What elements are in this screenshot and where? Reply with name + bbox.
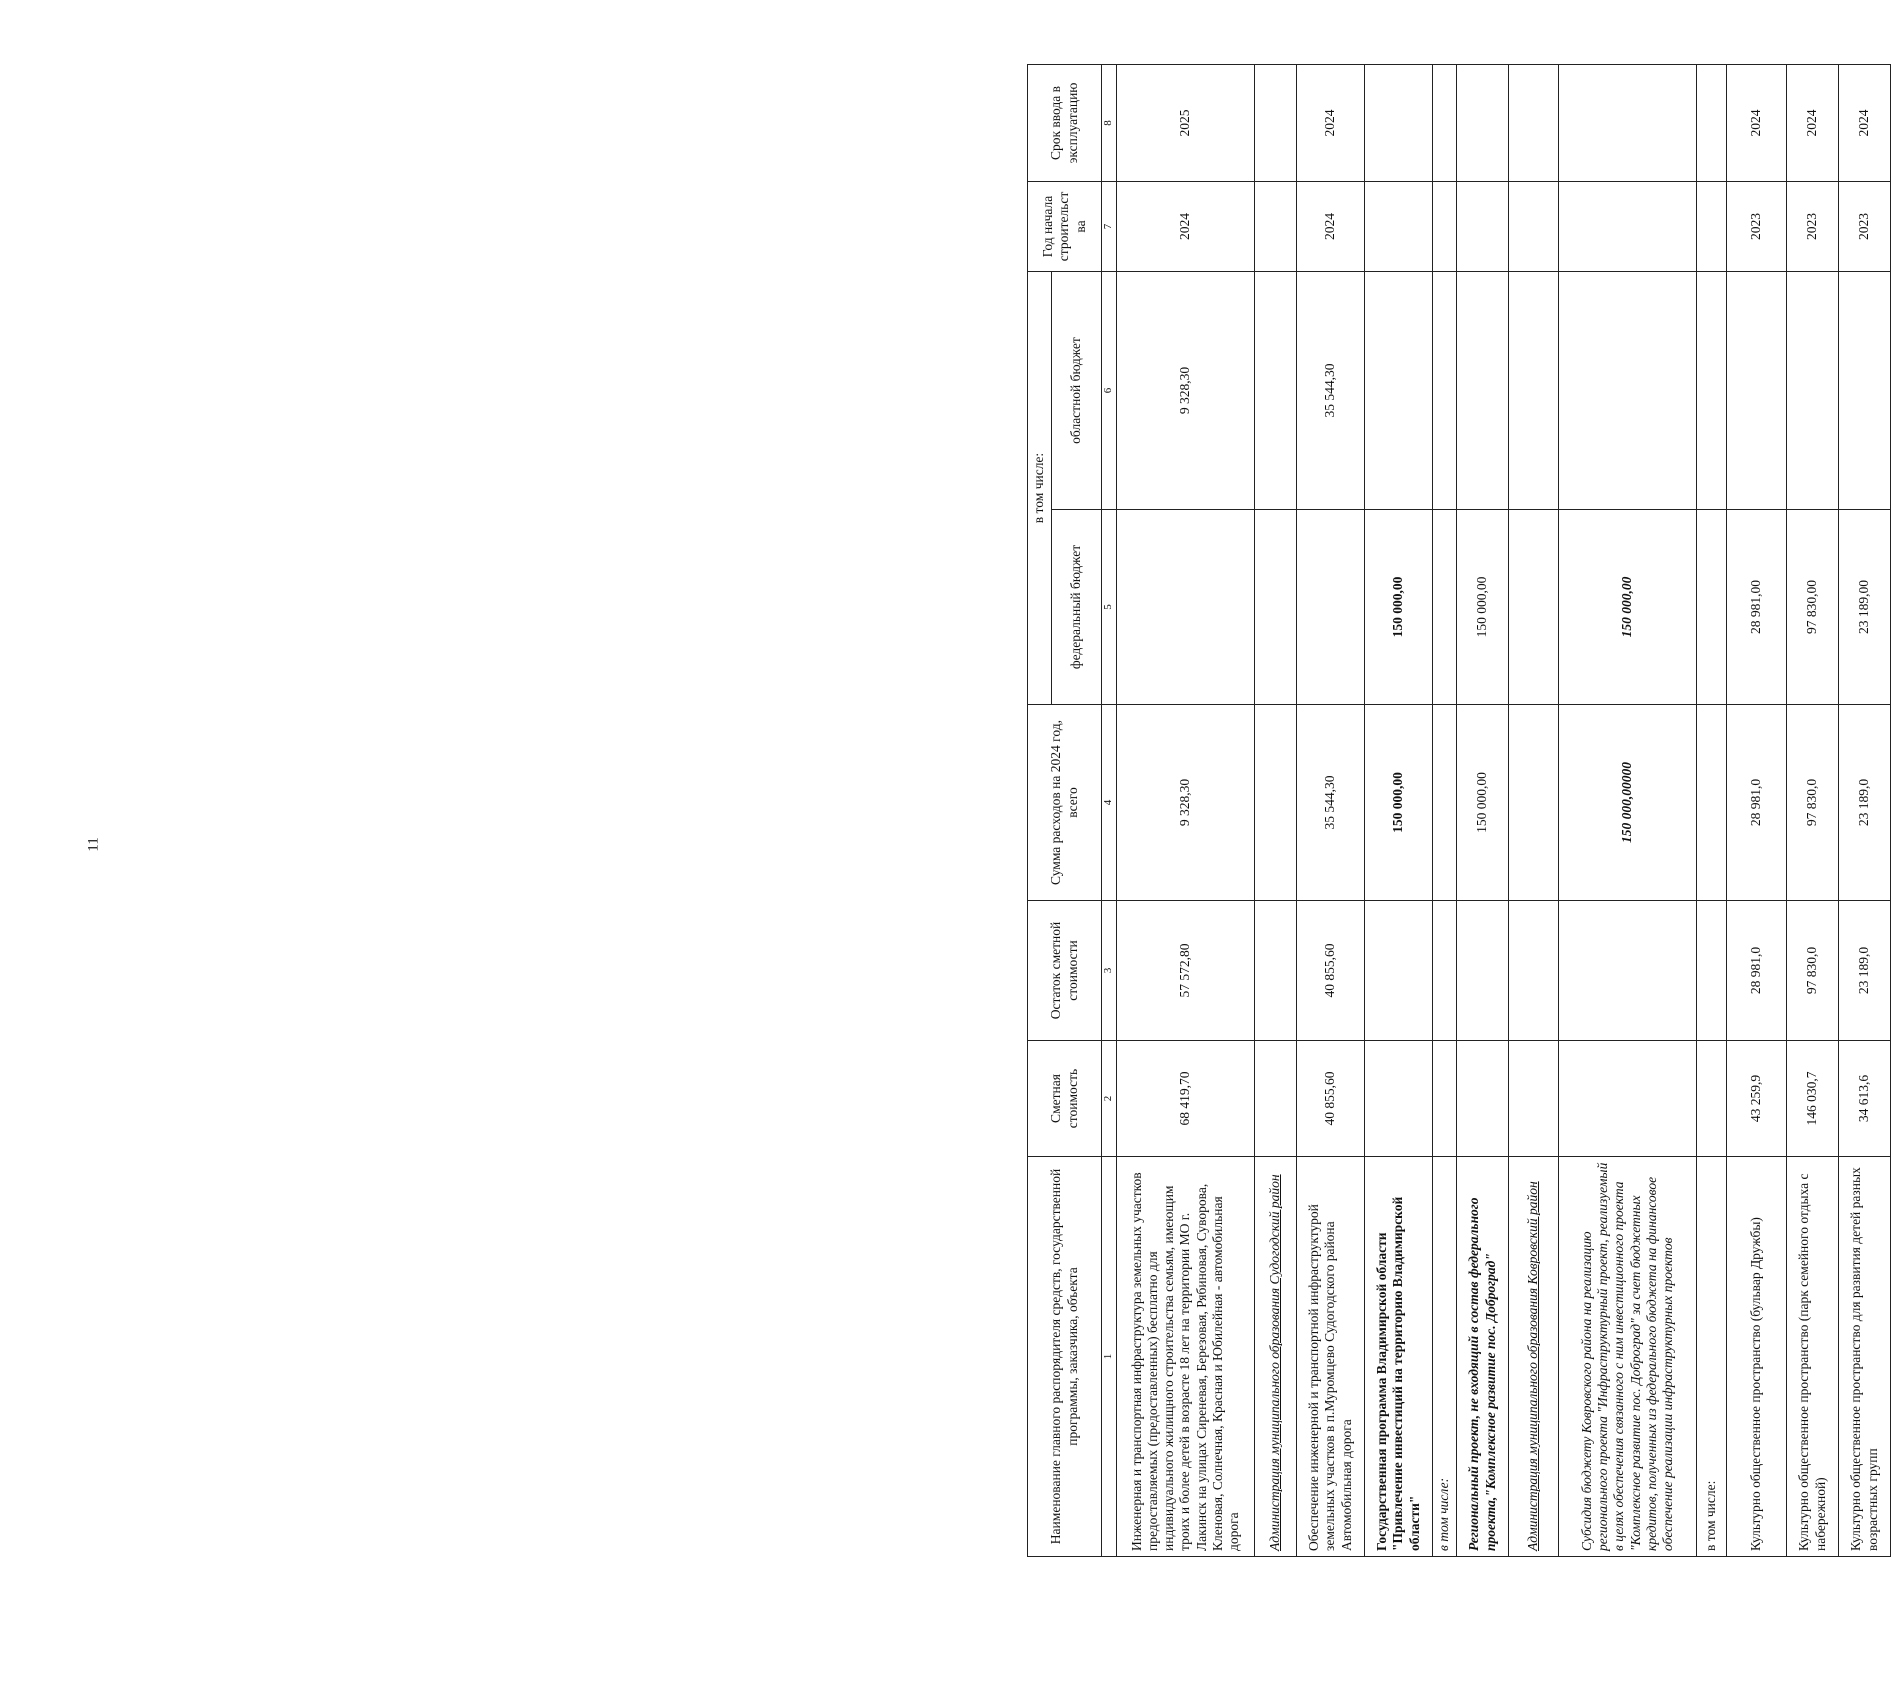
table-row (1457, 65, 1509, 1557)
remaining-cost-cell (1457, 901, 1509, 1041)
total-2024-cell (1255, 705, 1297, 901)
commissioning-year-cell (1457, 65, 1509, 182)
remaining-cost-cell (1365, 901, 1433, 1041)
federal-budget-cell (1509, 510, 1559, 705)
column-number: 2 (1102, 1041, 1117, 1157)
regional-budget-cell (1433, 272, 1457, 510)
commissioning-year-cell: 2024 (1727, 65, 1787, 182)
total-2024-cell: 97 830,0 (1787, 705, 1839, 901)
column-number: 3 (1102, 901, 1117, 1041)
commissioning-year-cell (1255, 65, 1297, 182)
estimated-cost-cell (1559, 1041, 1697, 1157)
regional-budget-cell: 35 544,30 (1297, 272, 1365, 510)
table-row (1433, 65, 1457, 1557)
estimated-cost-cell (1509, 1041, 1559, 1157)
federal-budget-cell (1255, 510, 1297, 705)
remaining-cost-cell (1433, 901, 1457, 1041)
commissioning-year-cell: 2024 (1787, 65, 1839, 182)
commissioning-year-cell (1365, 65, 1433, 182)
row-name: в том числе: (1433, 1157, 1457, 1557)
row-name: Региональный проект, не входящий в состав федерального проекта,"Комплексное развитие пос. Доброград" (1457, 1157, 1509, 1557)
table-row (1697, 65, 1727, 1557)
header-regional-budget: областной бюджет (1052, 272, 1102, 510)
estimated-cost-cell: 146 030,7 (1787, 1041, 1839, 1157)
column-number: 7 (1102, 182, 1117, 272)
remaining-cost-cell: 28 981,0 (1727, 901, 1787, 1041)
estimated-cost-cell (1365, 1041, 1433, 1157)
start-year-cell (1255, 182, 1297, 272)
start-year-cell: 2024 (1117, 182, 1255, 272)
total-2024-cell: 28 981,0 (1727, 705, 1787, 901)
total-2024-cell: 150 000,00 (1457, 705, 1509, 901)
commissioning-year-cell: 2025 (1117, 65, 1255, 182)
start-year-cell: 2023 (1839, 182, 1891, 272)
table-row (1297, 65, 1365, 1557)
header-including: в том числе: (1028, 272, 1052, 705)
start-year-cell: 2023 (1727, 182, 1787, 272)
column-number: 5 (1102, 510, 1117, 705)
table-row (1839, 65, 1891, 1557)
regional-budget-cell (1839, 272, 1891, 510)
estimated-cost-cell: 43 259,9 (1727, 1041, 1787, 1157)
federal-budget-cell (1433, 510, 1457, 705)
estimated-cost-cell (1457, 1041, 1509, 1157)
estimated-cost-cell (1697, 1041, 1727, 1157)
remaining-cost-cell: 97 830,0 (1787, 901, 1839, 1041)
federal-budget-cell: 150 000,00 (1457, 510, 1509, 705)
start-year-cell: 2023 (1787, 182, 1839, 272)
commissioning-year-cell: 2024 (1297, 65, 1365, 182)
row-name: Культурно общественное пространство (парк семейного отдыха с набережной) (1787, 1157, 1839, 1557)
regional-budget-cell (1365, 272, 1433, 510)
regional-budget-cell (1255, 272, 1297, 510)
row-name: Администрация муниципального образования Судогодский район (1255, 1157, 1297, 1557)
header-start-year: Год начала строительст ва (1028, 182, 1102, 272)
federal-budget-cell (1697, 510, 1727, 705)
remaining-cost-cell: 23 189,0 (1839, 901, 1891, 1041)
row-name: в том числе: (1697, 1157, 1727, 1557)
commissioning-year-cell (1559, 65, 1697, 182)
table-row (1117, 65, 1255, 1557)
row-name: Культурно общественное пространство (бульвар Дружбы) (1727, 1157, 1787, 1557)
remaining-cost-cell (1697, 901, 1727, 1041)
table-row (1255, 65, 1297, 1557)
header-estimated-cost: Сметная стоимость (1028, 1041, 1102, 1157)
start-year-cell (1365, 182, 1433, 272)
rotated-table-container (1027, 65, 1887, 1557)
estimated-cost-cell: 68 419,70 (1117, 1041, 1255, 1157)
federal-budget-cell: 23 189,00 (1839, 510, 1891, 705)
row-name: Инженерная и транспортная инфраструктура земельных участков предоставляемых (предоставленных) бесплатно для индивидуального жилищного строительства семьям, имеющим троих и более детей в возрасте 18 лет на территории МО г. Лакинск на улицах Сиреневая, Березовая, Рябиновая, Суворова, Кленовая, Солнечная, Красная и Юбилейная - автомобильная дорога (1117, 1157, 1255, 1557)
row-name: Обеспечение инженерной и транспортной инфраструктурой земельных участков в п.Муромцево Судогодского района Автомобильная дорога (1297, 1157, 1365, 1557)
estimated-cost-cell: 34 613,6 (1839, 1041, 1891, 1157)
row-name: Государственная программа Владимирской области "Привлечение инвестиций на территорию Владимирской области" (1365, 1157, 1433, 1557)
estimated-cost-cell: 40 855,60 (1297, 1041, 1365, 1157)
regional-budget-cell (1457, 272, 1509, 510)
start-year-cell (1697, 182, 1727, 272)
header-federal-budget: федеральный бюджет (1052, 510, 1102, 705)
start-year-cell (1433, 182, 1457, 272)
column-number: 1 (1102, 1157, 1117, 1557)
column-number: 4 (1102, 705, 1117, 901)
total-2024-cell (1509, 705, 1559, 901)
header-commissioning: Срок ввода в эксплуатацию (1028, 65, 1102, 182)
table-row (1727, 65, 1787, 1557)
row-name: Администрация муниципального образования Ковровский район (1509, 1157, 1559, 1557)
commissioning-year-cell (1697, 65, 1727, 182)
header-total-2024: Сумма расходов на 2024 год, всего (1028, 705, 1102, 901)
estimated-cost-cell (1433, 1041, 1457, 1157)
budget-table (1027, 64, 1891, 1557)
header-remaining-cost: Остаток сметной стоимости (1028, 901, 1102, 1041)
remaining-cost-cell (1559, 901, 1697, 1041)
table-row (1787, 65, 1839, 1557)
regional-budget-cell: 9 328,30 (1117, 272, 1255, 510)
remaining-cost-cell (1255, 901, 1297, 1041)
federal-budget-cell (1117, 510, 1255, 705)
total-2024-cell: 35 544,30 (1297, 705, 1365, 901)
federal-budget-cell (1297, 510, 1365, 705)
start-year-cell (1457, 182, 1509, 272)
federal-budget-cell: 150 000,00 (1559, 510, 1697, 705)
remaining-cost-cell: 40 855,60 (1297, 901, 1365, 1041)
commissioning-year-cell: 2024 (1839, 65, 1891, 182)
regional-budget-cell (1509, 272, 1559, 510)
federal-budget-cell: 97 830,00 (1787, 510, 1839, 705)
start-year-cell: 2024 (1297, 182, 1365, 272)
estimated-cost-cell (1255, 1041, 1297, 1157)
table-row (1365, 65, 1433, 1557)
page-number: 11 (85, 837, 102, 852)
row-name: Культурно общественное пространство для развития детей разных возрастных групп (1839, 1157, 1891, 1557)
regional-budget-cell (1727, 272, 1787, 510)
remaining-cost-cell: 57 572,80 (1117, 901, 1255, 1041)
regional-budget-cell (1559, 272, 1697, 510)
federal-budget-cell: 28 981,00 (1727, 510, 1787, 705)
commissioning-year-cell (1509, 65, 1559, 182)
row-name: Субсидия бюджету Ковровского района на реализацию регионального проекта "Инфраструктурный проект, реализуемый в целях обеспечения связанного с ним инвестиционного проекта "Комплексное развитие пос. Доброград" за счет бюджетных кредитов, полученных из федерального бюджета на финансовое обеспечение реализации инфраструктурных проектов (1559, 1157, 1697, 1557)
start-year-cell (1559, 182, 1697, 272)
column-number: 6 (1102, 272, 1117, 510)
total-2024-cell: 150 000,00000 (1559, 705, 1697, 901)
column-number: 8 (1102, 65, 1117, 182)
total-2024-cell (1433, 705, 1457, 901)
federal-budget-cell: 150 000,00 (1365, 510, 1433, 705)
commissioning-year-cell (1433, 65, 1457, 182)
table-row (1559, 65, 1697, 1557)
total-2024-cell: 23 189,0 (1839, 705, 1891, 901)
remaining-cost-cell (1509, 901, 1559, 1041)
regional-budget-cell (1697, 272, 1727, 510)
total-2024-cell: 150 000,00 (1365, 705, 1433, 901)
table-row (1509, 65, 1559, 1557)
start-year-cell (1509, 182, 1559, 272)
regional-budget-cell (1787, 272, 1839, 510)
total-2024-cell: 9 328,30 (1117, 705, 1255, 901)
header-name: Наименование главного распорядителя средств, государственной программы, заказчика, объекта (1028, 1157, 1102, 1557)
total-2024-cell (1697, 705, 1727, 901)
